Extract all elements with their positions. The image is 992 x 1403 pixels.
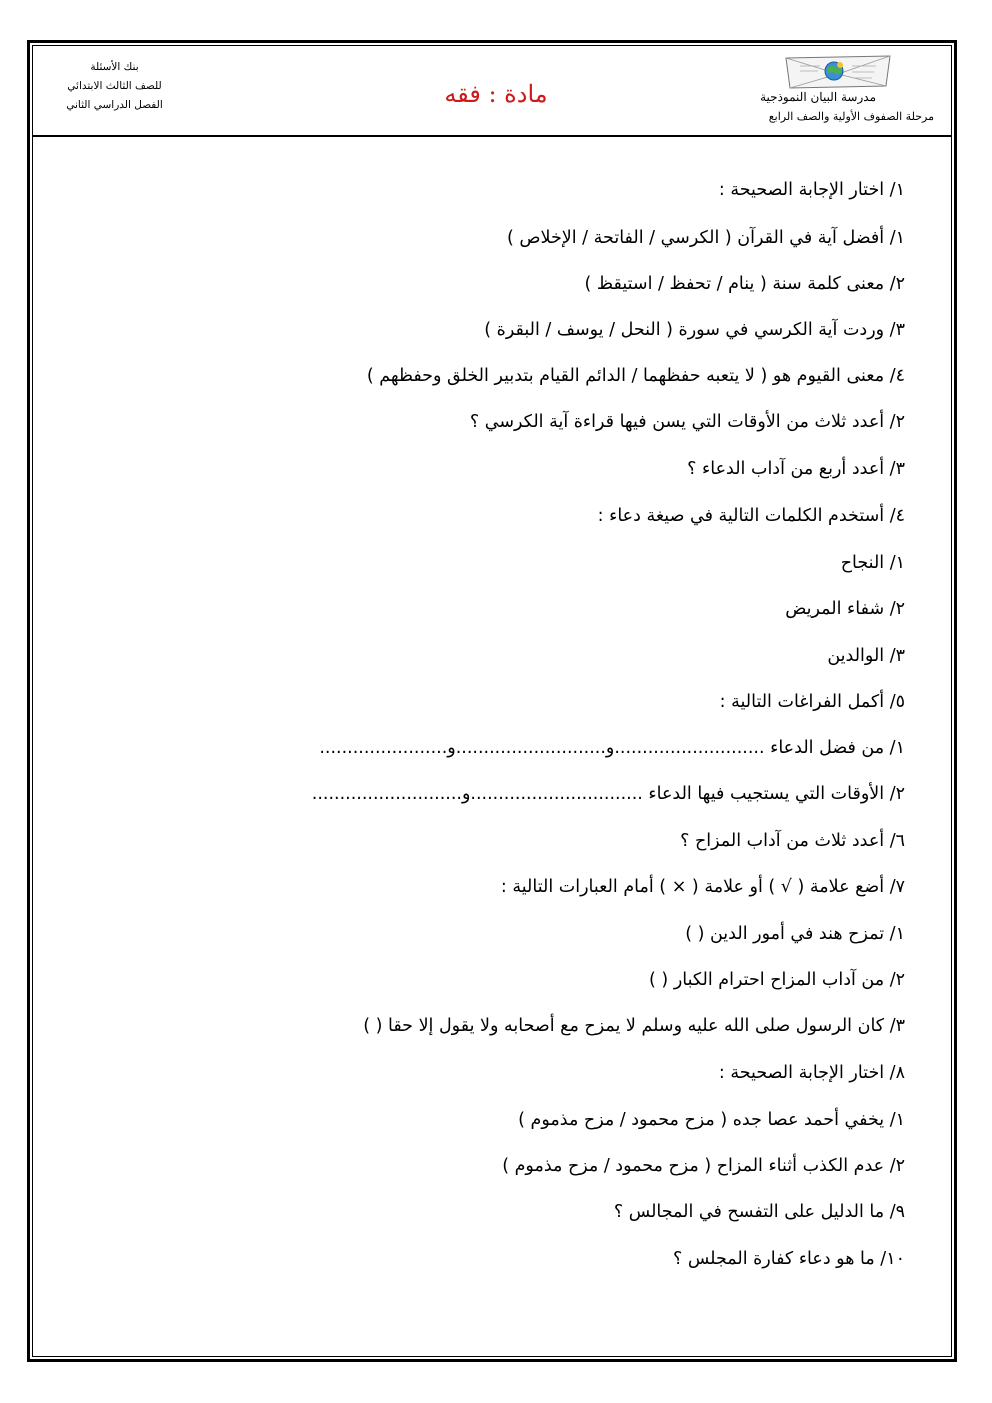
question-line: ١/ يخفي أحمد عصا جده ( مزح محمود / مزح مذموم )	[518, 1110, 905, 1130]
question-line: ٢/ من آداب المزاح احترام الكبار ( )	[649, 970, 905, 990]
question-line: ٤/ معنى القيوم هو ( لا يتعبه حفظهما / الدائم القيام بتدبير الخلق وحفظهم )	[366, 366, 905, 386]
question-line: ٣/ كان الرسول صلى الله عليه وسلم لا يمزح مع أصحابه ولا يقول إلا حقا ( )	[363, 1016, 905, 1036]
question-line: ٢/ شفاء المريض	[785, 599, 905, 619]
question-line: ٦/ أعدد ثلاث من آداب المزاح ؟	[680, 831, 905, 851]
question-line: ٨/ اختار الإجابة الصحيحة :	[718, 1063, 905, 1083]
question-line: ٩/ ما الدليل على التفسح في المجالس ؟	[613, 1202, 905, 1222]
question-line: ٥/ أكمل الفراغات التالية :	[719, 692, 905, 712]
header-divider	[32, 135, 952, 137]
question-line: ٢/ عدم الكذب أثناء المزاح ( مزح محمود / مزح مذموم )	[502, 1156, 905, 1176]
question-line: ٣/ أعدد أربع من آداب الدعاء ؟	[687, 459, 905, 479]
question-line: ٢/ معنى كلمة سنة ( ينام / تحفظ / استيقظ )	[584, 274, 905, 294]
fill-blank-line: ٢/ الأوقات التي يستجيب فيها الدعاء ...............................و...........................	[311, 784, 905, 804]
semester-label: الفصل الدراسي الثاني	[66, 99, 163, 111]
fill-blank-line: ١/ من فضل الدعاء ...........................و...........................و.......................	[319, 738, 905, 758]
question-line: ١٠/ ما هو دعاء كفارة المجلس ؟	[673, 1249, 905, 1269]
question-line: ٧/ أضع علامة ( √ ) أو علامة ( × ) أمام العبارات التالية :	[500, 877, 905, 897]
question-line: ١/ أفضل آية في القرآن ( الكرسي / الفاتحة / الإخلاص )	[506, 228, 905, 248]
question-line: ٢/ أعدد ثلاث من الأوقات التي يسن فيها قراءة آية الكرسي ؟	[469, 412, 905, 432]
question-line: ١/ النجاح	[840, 553, 905, 573]
question-line: ٣/ وردت آية الكرسي في سورة ( النحل / يوسف / البقرة )	[484, 320, 905, 340]
question-line: ١/ تمزح هند في أمور الدين ( )	[685, 924, 905, 944]
bank-title: بنك الأسئلة	[90, 61, 139, 73]
question-line: ١/ اختار الإجابة الصحيحة :	[718, 180, 905, 200]
grade-label: للصف الثالث الابتدائي	[67, 80, 162, 92]
school-stage: مرحلة الصفوف الأولية والصف الرابع	[768, 110, 934, 123]
school-name: مدرسة البيان النموذجية	[760, 90, 876, 104]
question-line: ٤/ أستخدم الكلمات التالية في صيغة دعاء :	[597, 506, 905, 526]
question-line: ٣/ الوالدين	[827, 646, 905, 666]
question-bank-info	[52, 58, 177, 115]
subject-title-text: مادة : فقه	[444, 80, 548, 108]
